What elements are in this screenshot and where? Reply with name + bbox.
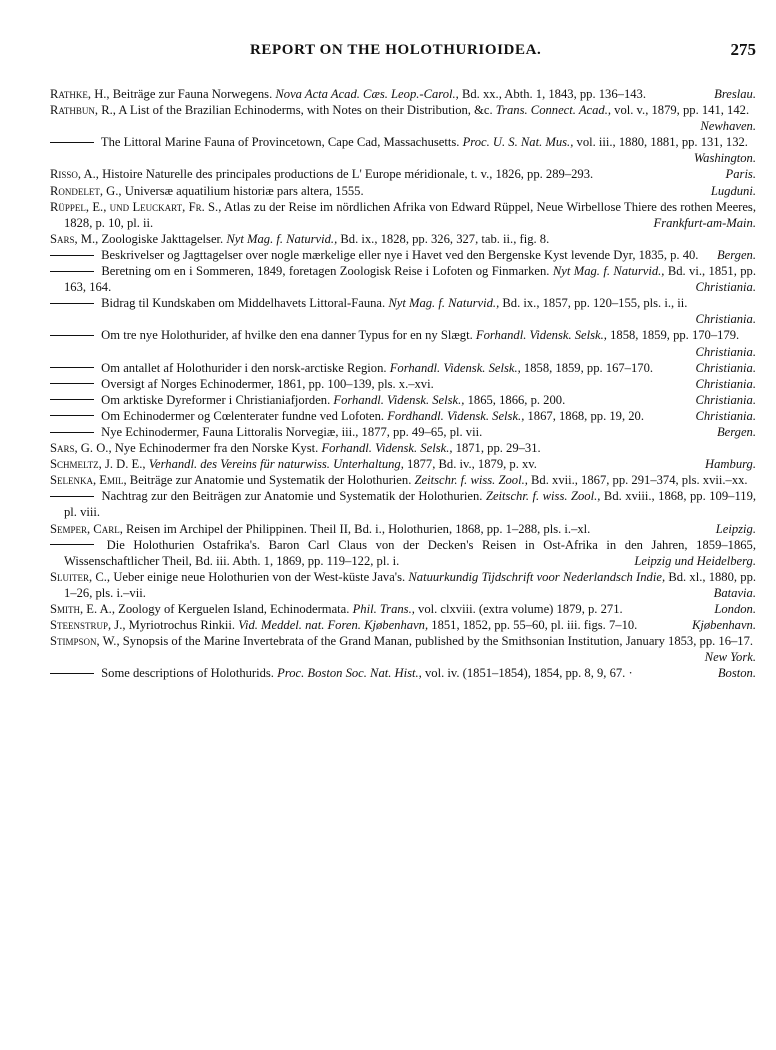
entry-author: Sars, M., bbox=[50, 231, 99, 246]
bibliography-entry bbox=[50, 199, 756, 231]
entry-details: vol. v., 1879, pp. 141, 142. bbox=[614, 103, 750, 118]
entry-title: Beretning om en i Sommeren, 1849, foretagen Zoologisk Reise i Lofoten og Finmarken. bbox=[101, 264, 550, 279]
running-head: REPORT ON THE HOLOTHURIOIDEA. bbox=[250, 42, 542, 58]
entry-author: Rondelet, G., bbox=[50, 183, 122, 198]
bibliography-entry bbox=[50, 537, 756, 569]
entry-details: Bd. vi., 1851, pp. 163, 164. bbox=[64, 264, 756, 295]
bibliography-entry bbox=[50, 295, 756, 327]
entry-author: Semper, Carl, bbox=[50, 521, 123, 536]
entry-title: The Littoral Marine Fauna of Provincetown, Cape Cad, Massachusetts. bbox=[100, 135, 460, 150]
entry-details: Bd. ix., 1857, pp. 120–155, pls. i., ii. bbox=[502, 296, 688, 311]
entry-title: Synopsis of the Marine Invertebrata of the Grand Manan, published by the Smithsonian Institution, January 1853, pp. 16–17. bbox=[122, 634, 754, 649]
page-number: 275 bbox=[730, 40, 756, 59]
entry-title: Oversigt af Norges Echinodermer, 1861, pp. 100–139, pls. x.–xvi. bbox=[101, 376, 434, 391]
entry-title: Om Echinodermer og Cœlenterater fundne ved Lofoten. bbox=[101, 408, 385, 423]
entry-title: Beiträge zur Anatomie und Systematik der Holothurien. bbox=[129, 473, 412, 488]
entry-details: 1867, 1868, pp. 19, 20. bbox=[527, 408, 644, 423]
entry-place: Christiania. bbox=[695, 280, 756, 295]
entry-details: 1858, 1859, pp. 167–170. bbox=[523, 360, 654, 375]
entry-details: Bd. xvii., 1867, pp. 291–374, pls. xvii.–xx. bbox=[531, 473, 748, 488]
entry-place: Hamburg. bbox=[705, 457, 756, 472]
bibliography-entry bbox=[50, 601, 756, 617]
entry-journal: Nyt Mag. f. Naturvid., bbox=[388, 296, 500, 311]
ditto-rule bbox=[50, 544, 94, 545]
bibliography-entry bbox=[50, 376, 756, 392]
entry-journal: Natuurkundig Tijdschrift voor Nederlandsch Indie, bbox=[408, 569, 666, 584]
bibliography-entry bbox=[50, 86, 756, 102]
entry-title: Some descriptions of Holothurids. bbox=[101, 666, 274, 681]
bibliography-entry bbox=[50, 488, 756, 520]
ditto-rule bbox=[50, 383, 94, 384]
entry-place: Bergen. bbox=[716, 247, 756, 262]
entry-journal: Vid. Meddel. nat. Foren. Kjøbenhavn, bbox=[238, 618, 429, 633]
entry-title: Zoology of Kerguelen Island, Echinodermata. bbox=[118, 602, 350, 616]
bibliography-entry bbox=[50, 569, 756, 601]
bibliography-entry bbox=[50, 408, 756, 424]
entry-details: 1871, pp. 29–31. bbox=[455, 441, 541, 456]
bibliography-entry bbox=[50, 360, 756, 376]
bibliography-entry bbox=[50, 633, 756, 665]
bibliography-entry bbox=[50, 392, 756, 408]
bibliography-entry bbox=[50, 327, 756, 359]
bibliography-list bbox=[50, 86, 756, 681]
entry-details: vol. iv. (1851–1854), 1854, pp. 8, 9, 67. · bbox=[425, 666, 633, 681]
bibliography-entry bbox=[50, 183, 756, 199]
ditto-rule bbox=[50, 303, 94, 304]
ditto-rule bbox=[50, 142, 94, 143]
bibliography-entry bbox=[50, 665, 756, 681]
entry-details: Bd. ix., 1828, pp. 326, 327, tab. ii., fig. 8. bbox=[340, 231, 550, 246]
bibliography-entry bbox=[50, 247, 756, 263]
entry-journal: Forhandl. Vidensk. Selsk., bbox=[475, 328, 607, 343]
entry-title: Om antallet af Holothurider i den norsk-arctiske Region. bbox=[101, 360, 387, 375]
entry-place: Bergen. bbox=[716, 424, 756, 439]
entry-author: Rathke, H., bbox=[50, 87, 110, 101]
entry-journal: Forhandl. Vidensk. Selsk., bbox=[389, 360, 521, 375]
ditto-rule bbox=[50, 415, 94, 416]
entry-place: Christiania. bbox=[695, 344, 756, 359]
entry-journal: Verhandl. des Vereins für naturwiss. Unterhaltung, bbox=[148, 457, 404, 472]
entry-journal: Nyt Mag. f. Naturvid., bbox=[552, 264, 665, 279]
entry-title: Universæ aquatilium historiæ pars altera, 1555. bbox=[124, 183, 364, 198]
entry-details: vol. clxviii. (extra volume) 1879, p. 271. bbox=[418, 602, 623, 616]
entry-title: Atlas zu der Reise im nördlichen Afrika von Edward Rüppel, Neue Wirbellose Thiere des rothen Meeres, 1828, p. 10, pl. ii. bbox=[64, 199, 756, 230]
bibliography-entry bbox=[50, 231, 756, 247]
entry-author: Sluiter, C., bbox=[50, 569, 111, 584]
entry-place: Christiania. bbox=[695, 312, 756, 327]
entry-place: Leipzig. bbox=[715, 521, 756, 536]
entry-details: 1858, 1859, pp. 170–179. bbox=[610, 328, 740, 343]
entry-journal: Phil. Trans., bbox=[352, 602, 415, 616]
entry-place: Christiania. bbox=[695, 376, 756, 391]
entry-author: Selenka, Emil, bbox=[50, 473, 127, 488]
bibliography-entry bbox=[50, 617, 756, 633]
ditto-rule bbox=[50, 673, 94, 674]
entry-title: Reisen im Archipel der Philippinen. Theil II, Bd. i., Holothurien, 1868, pp. 1–288, pls. i.–xl. bbox=[126, 521, 591, 536]
entry-journal: Nyt Mag. f. Naturvid., bbox=[226, 231, 338, 246]
entry-author: Rüppel, E., und Leuckart, Fr. S., bbox=[50, 199, 222, 214]
entry-title: Nachtrag zur den Beiträgen zur Anatomie und Systematik der Holothurien. bbox=[101, 489, 483, 504]
entry-title: Zoologiske Jakttagelser. bbox=[101, 231, 224, 246]
ditto-rule bbox=[50, 255, 94, 256]
entry-author: Steenstrup, J., bbox=[50, 618, 126, 633]
bibliography-entry bbox=[50, 440, 756, 456]
entry-details: Bd. xx., Abth. 1, 1843, pp. 136–143. bbox=[461, 87, 646, 101]
ditto-rule bbox=[50, 335, 94, 336]
ditto-rule bbox=[50, 367, 94, 368]
entry-place: Boston. bbox=[717, 666, 756, 681]
entry-place: Paris. bbox=[725, 167, 756, 182]
entry-title: Nye Echinodermer, Fauna Littoralis Norvegiæ, iii., 1877, pp. 49–65, pl. vii. bbox=[101, 424, 483, 439]
entry-title: Nye Echinodermer fra den Norske Kyst. bbox=[114, 441, 319, 456]
entry-title: Myriotrochus Rinkii. bbox=[128, 618, 236, 633]
entry-details: Bd. xviii., 1868, pp. 109–119, pl. viii. bbox=[64, 489, 757, 520]
entry-title: Beiträge zur Fauna Norwegens. bbox=[112, 87, 273, 101]
entry-details: vol. iii., 1880, 1881, pp. 131, 132. bbox=[576, 135, 748, 150]
entry-place: Christiania. bbox=[695, 408, 756, 423]
bibliography-entry bbox=[50, 472, 756, 488]
entry-title: Ueber einige neue Holothurien von der West-küste Java's. bbox=[113, 569, 406, 584]
ditto-rule bbox=[50, 399, 94, 400]
entry-journal: Trans. Connect. Acad., bbox=[495, 103, 612, 118]
ditto-rule bbox=[50, 271, 94, 272]
bibliography-entry bbox=[50, 424, 756, 440]
entry-details: Bd. xl., 1880, pp. 1–26, pls. i.–vii. bbox=[64, 569, 757, 600]
entry-place: London. bbox=[714, 602, 756, 616]
entry-place: Frankfurt-am-Main. bbox=[653, 215, 756, 230]
entry-place: Christiania. bbox=[695, 360, 756, 375]
entry-journal: Zeitschr. f. wiss. Zool., bbox=[485, 489, 601, 504]
bibliography-entry bbox=[50, 263, 756, 295]
entry-title: Om arktiske Dyreformer i Christianiafjorden. bbox=[101, 392, 331, 407]
entry-place: Washington. bbox=[693, 151, 756, 166]
ditto-rule bbox=[50, 432, 94, 433]
bibliography-entry bbox=[50, 521, 756, 537]
entry-place: Kjøbenhavn. bbox=[691, 618, 756, 633]
entry-place: Newhaven. bbox=[700, 119, 756, 134]
bibliography-entry bbox=[50, 166, 756, 182]
entry-journal: Fordhandl. Vidensk. Selsk., bbox=[387, 408, 525, 423]
page bbox=[50, 0, 756, 681]
entry-author: Rathbun, R., bbox=[50, 103, 116, 118]
bibliography-entry bbox=[50, 134, 756, 166]
entry-journal: Nova Acta Acad. Cæs. Leop.-Carol., bbox=[275, 87, 459, 101]
entry-details: 1851, 1852, pp. 55–60, pl. iii. figs. 7–10. bbox=[431, 618, 638, 633]
entry-journal: Forhandl. Vidensk. Selsk., bbox=[333, 392, 465, 407]
entry-title: Histoire Naturelle des principales productions de L' Europe méridionale, t. v., 1826, pp. 289–293. bbox=[102, 167, 594, 182]
entry-journal: Proc. U. S. Nat. Mus., bbox=[462, 135, 574, 150]
entry-title: Beskrivelser og Jagttagelser over nogle mærkelige eller nye i Havet ved den Bergenske Kyst levende Dyr, 1835, p. 40. bbox=[101, 247, 699, 262]
bibliography-entry bbox=[50, 102, 756, 134]
entry-title: Bidrag til Kundskaben om Middelhavets Littoral-Fauna. bbox=[101, 296, 386, 311]
ditto-rule bbox=[50, 496, 94, 497]
entry-place: Breslau. bbox=[714, 87, 756, 101]
entry-journal: Forhandl. Vidensk. Selsk., bbox=[321, 441, 453, 456]
entry-place: Lugduni. bbox=[710, 183, 756, 198]
entry-author: Schmeltz, J. D. E., bbox=[50, 457, 146, 472]
entry-place: New York. bbox=[704, 650, 756, 665]
entry-journal: Zeitschr. f. wiss. Zool., bbox=[414, 473, 528, 488]
entry-place: Leipzig und Heidelberg. bbox=[634, 553, 756, 568]
entry-journal: Proc. Boston Soc. Nat. Hist., bbox=[277, 666, 422, 681]
entry-details: 1865, 1866, p. 200. bbox=[467, 392, 566, 407]
entry-title: A List of the Brazilian Echinoderms, with Notes on their Distribution, &c. bbox=[118, 103, 493, 118]
bibliography-entry bbox=[50, 456, 756, 472]
entry-details: 1877, Bd. iv., 1879, p. xv. bbox=[407, 457, 537, 472]
entry-author: Risso, A., bbox=[50, 167, 99, 182]
entry-place: Christiania. bbox=[695, 392, 756, 407]
entry-place: Batavia. bbox=[713, 585, 756, 600]
entry-title: Die Holothurien Ostafrika's. Baron Carl Claus von der Decken's Reisen in Ost-Afrika in den Jahren, 1859–1865, Wissenschaftlicher Theil, Bd. iii. Abth. 1, 1869, pp. 119–122, pl. i. bbox=[64, 537, 756, 568]
entry-author: Sars, G. O., bbox=[50, 441, 112, 456]
entry-author: Stimpson, W., bbox=[50, 634, 120, 649]
entry-author: Smith, E. A., bbox=[50, 602, 115, 616]
page-header bbox=[50, 42, 756, 72]
entry-title: Om tre nye Holothurider, af hvilke den ena danner Typus for en ny Slægt. bbox=[101, 328, 473, 343]
